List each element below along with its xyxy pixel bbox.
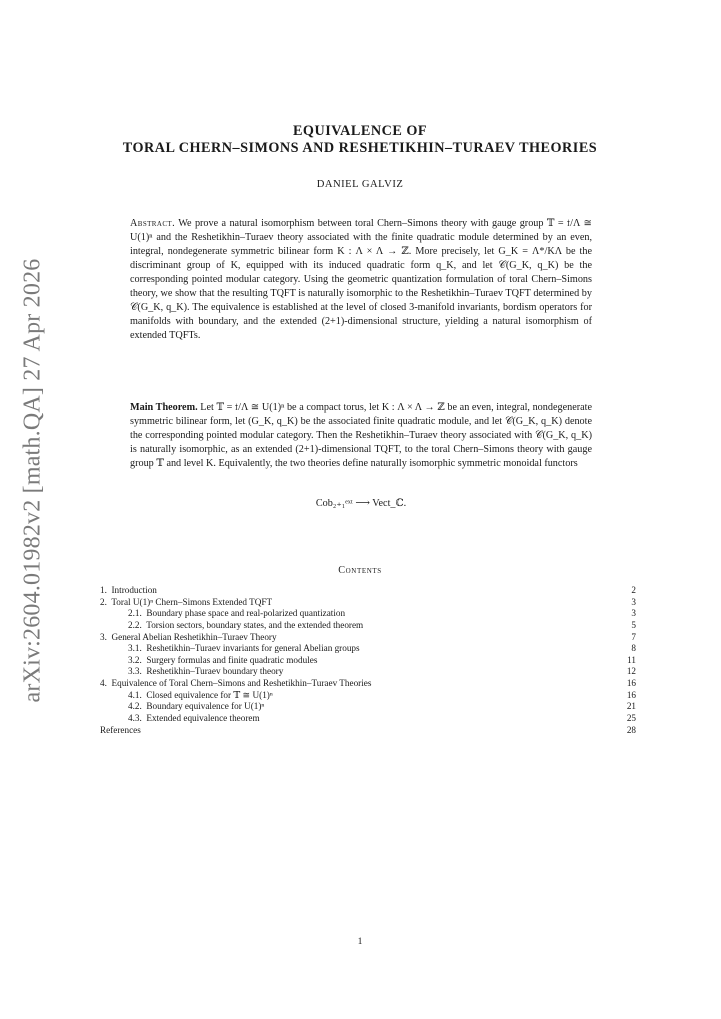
toc-entry[interactable]: [100, 608, 636, 620]
author-name: DANIEL GALVIZ: [316, 179, 404, 190]
toc-entry-page: 7: [631, 631, 636, 642]
toc-entry[interactable]: [100, 701, 636, 713]
arxiv-identifier-sidebar: [8, 258, 58, 702]
toc-entry[interactable]: [100, 713, 636, 725]
toc-entry[interactable]: [100, 666, 636, 678]
toc-entry[interactable]: [100, 643, 636, 655]
toc-entry-label: 4. Equivalence of Toral Chern–Simons and Reshetikhin–Turaev Theories: [100, 678, 372, 689]
main-theorem-label: Main Theorem.: [130, 402, 198, 413]
main-theorem-display-formula: Cob₂₊₁ᵉˣᵗ ⟶ Vect_ℂ.: [315, 498, 407, 509]
toc-entry-page: 16: [626, 689, 636, 700]
toc-entry-label: References: [100, 724, 141, 735]
toc-entry[interactable]: [100, 632, 636, 644]
toc-entry-page: 2: [631, 585, 636, 595]
toc-entry-page: 5: [631, 619, 636, 630]
main-theorem: [130, 401, 592, 471]
toc-entry-page: 25: [626, 713, 636, 724]
toc-entry-page: 12: [626, 666, 636, 677]
paper-title-line-2: TORAL CHERN–SIMONS AND RESHETIKHIN–TURAEV THEORIES: [122, 140, 598, 156]
toc-entry[interactable]: [100, 678, 636, 690]
toc-entry-page: 16: [626, 678, 636, 689]
toc-entry[interactable]: [100, 597, 636, 609]
toc-entry-label: 2. Toral U(1)ⁿ Chern–Simons Extended TQFT: [100, 596, 273, 607]
toc-entry-label: 4.3. Extended equivalence theorem: [128, 713, 260, 724]
toc-entry-page: 28: [626, 724, 636, 735]
arxiv-identifier: arXiv:2604.01982v2 [math.QA] 27 Apr 2026: [19, 258, 46, 702]
table-of-contents: [100, 585, 636, 736]
toc-entry-label: 2.2. Torsion sectors, boundary states, and the extended theorem: [128, 619, 364, 630]
toc-entry[interactable]: [100, 585, 636, 597]
contents-heading: Contents: [338, 565, 382, 576]
toc-entry[interactable]: [100, 655, 636, 667]
abstract-text: We prove a natural isomorphism between toral Chern–Simons theory with gauge group 𝕋 = 𝔱/Λ ≅ U(1)ⁿ and the Reshetikhin–Turaev theory associated with the finite quadratic module determined by an even, integral, nondegenerate symmetric bilinear form K : Λ × Λ → ℤ. More precisely, let G_K = Λ*/KΛ be the discriminant group of K, equipped with its induced quadratic form q_K, and let 𝒞(G_K, q_K) be the corresponding pointed modular category. Using the geometric quantization formulation of toral Chern–Simons theory, we show that the resulting TQFT is naturally isomorphic to the Reshetikhin–Turaev TQFT determined by 𝒞(G_K, q_K). The equivalence is established at the level of closed 3-manifold invariants, bordism operators for manifolds with boundary, and the extended (2+1)-dimensional structure, yielding a natural isomorphism of extended TQFTs.: [130, 218, 592, 342]
toc-entry[interactable]: [100, 690, 636, 702]
toc-entry[interactable]: [100, 620, 636, 632]
toc-entry-references[interactable]: [100, 725, 636, 737]
toc-entry-label: 2.1. Boundary phase space and real-polarized quantization: [128, 608, 346, 619]
main-theorem-text: Let 𝕋 = 𝔱/Λ ≅ U(1)ⁿ be a compact torus, let K : Λ × Λ → ℤ be an even, integral, nondegenerate symmetric bilinear form, let (G_K, q_K) be the associated finite quadratic module, and let 𝒞(G_K, q_K) denote the corresponding pointed modular category. Then the Reshetikhin–Turaev theory associated with 𝒞(G_K, q_K) is naturally isomorphic, as an extended (2+1)-dimensional TQFT, to the toral Chern–Simons theory with gauge group 𝕋 and level K. Equivalently, the two theories define naturally isomorphic symmetric monoidal functors: [130, 402, 592, 470]
paper-title-line-1: EQUIVALENCE OF: [292, 123, 428, 139]
toc-entry-label: 4.2. Boundary equivalence for U(1)ⁿ: [128, 701, 265, 712]
toc-entry-page: 8: [631, 643, 636, 654]
toc-entry-label: 3.3. Reshetikhin–Turaev boundary theory: [128, 666, 284, 677]
page-number: 1: [357, 936, 363, 947]
abstract: [130, 217, 592, 343]
abstract-label: Abstract.: [130, 218, 176, 229]
toc-entry-label: 1. Introduction: [100, 585, 157, 595]
toc-entry-label: 3. General Abelian Reshetikhin–Turaev Theory: [100, 631, 277, 642]
toc-entry-page: 3: [631, 608, 636, 619]
toc-entry-label: 3.2. Surgery formulas and finite quadratic modules: [128, 654, 318, 665]
toc-entry-label: 3.1. Reshetikhin–Turaev invariants for general Abelian groups: [128, 643, 360, 654]
toc-entry-page: 21: [626, 701, 636, 712]
toc-entry-page: 3: [631, 596, 636, 607]
toc-entry-label: 4.1. Closed equivalence for 𝕋 ≅ U(1)ⁿ: [128, 689, 273, 700]
toc-entry-page: 11: [627, 654, 636, 665]
